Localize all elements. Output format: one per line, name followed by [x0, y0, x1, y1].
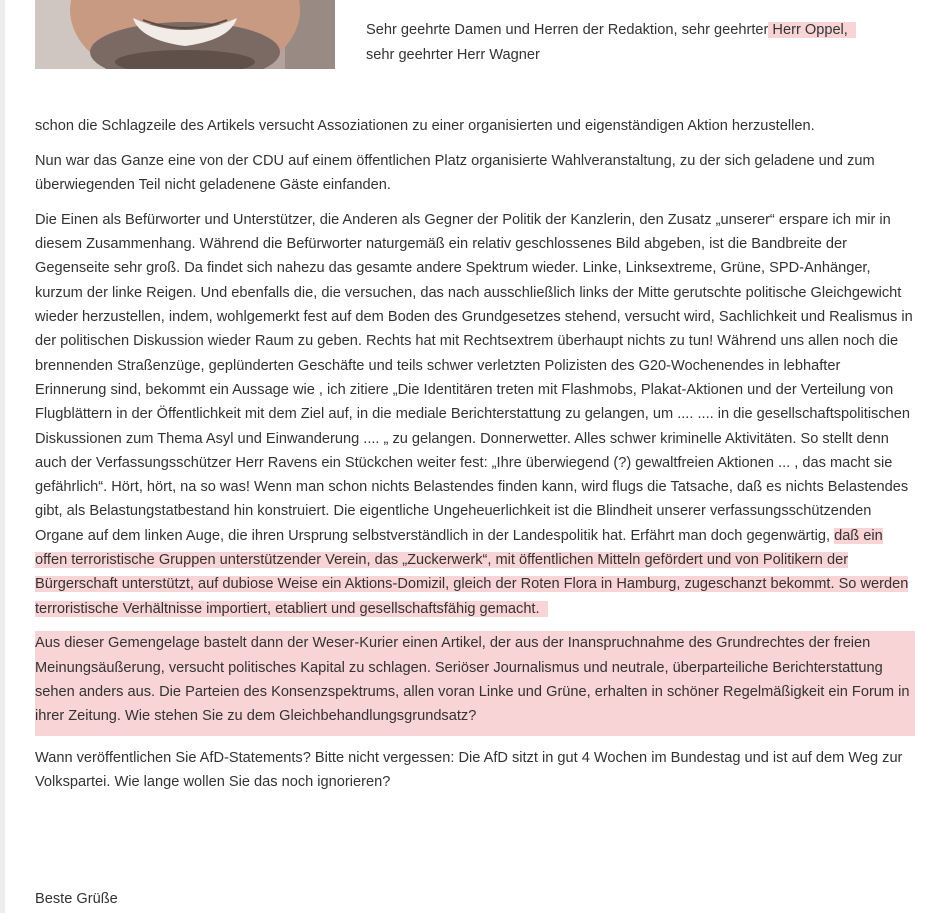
- paragraph-4-highlighted: Aus dieser Gemengelage bastelt dann der Weser-Kurier einen Artikel, der aus der Inanspruchnahme des Grundrechtes der freien Meinungsäußerung, versucht politisches Kapital zu schlagen. Seriöser Journalismus und neutrale, überparteiliche Berichterstattung sehen anders aus. Die Parteien des Konsenzspektrums, allen voran Linke und Grüne, erhalten in schöner Regelmäßigkeit ein Forum in ihrer Zeitung. Wie stehen Sie zu dem Gleichbehandlungsgrundsatz?: [35, 631, 915, 735]
- salutation-line-1: [366, 18, 926, 43]
- paragraph-3-highlight: daß ein offen terroristische Gruppen unterstützender Verein, das „Zuckerwerk“, mit öffentlichen Mitteln gefördert und von Politikern der Bürgerschaft unterstützt, auf dubiose Weise ein Aktions-Domizil, gleich der Roten Flora in Hamburg, zugeschanzt bekommt. So werden terroristische Verhältnisse importiert, etabliert und gesellschaftsfähig gemacht.: [35, 527, 909, 617]
- letter-body: [35, 114, 915, 805]
- paragraph-3: [35, 208, 915, 621]
- author-photo: [35, 0, 335, 69]
- left-border: [0, 0, 5, 913]
- paragraph-3-text: Die Einen als Befürworter und Unterstützer, die Anderen als Gegner der Politik der Kanzlerin, den Zusatz „unserer“ erspare ich mir in diesem Zusammenhang. Während die Befürworter naturgemäß ein relativ geschlossenes Bild abgeben, ist die Bandbreite der Gegenseite sehr groß. Da findet sich nahezu das gesamte andere Spektrum wieder. Linke, Linksextreme, Grüne, SPD-Anhänger, kurzum der linke Reigen. Und ebenfalls die, die versuchen, das nach ausschließlich links der Mitte gerutschte politische Gleichgewicht wieder herzustellen, indem, wohlgemerkt fest auf dem Boden des Grundgesetzes stehend, versucht wird, Sachlichkeit und Realismus in der politischen Diskussion wieder Raum zu geben. Rechts hat mit Rechtsextrem überhaupt nichts zu tun! Während uns allen noch die brennenden Straßenzüge, geplünderten Geschäfte und teils schwer verletzten Polizisten des G20-Wochenendes in lebhafter Erinnerung sind, bekommt ein Aussage wie , ich zitiere „Die Identitären treten mit Flashmobs, Plakat-Aktionen und der Verteilung von Flugblättern in der Öffentlichkeit mit dem Ziel auf, in die mediale Berichterstattung zu gelangen, um .... .... in die gesellschaftspolitischen Diskussionen zum Thema Asyl und Einwanderung .... „ zu gelangen. Donnerwetter. Alles schwer kriminelle Aktivitäten. So stellt denn auch der Verfassungsschützer Herr Ravens ein Stückchen weiter fest: „Ihre überwiegend (?) gewaltfreien Aktionen ... , das macht sie gefährlich“. Hört, hört, na so was! Wenn man schon nichts Belastendes finden kann, wird flugs die Tatsache, daß es nichts Belastendes gibt, als Belastungstatbestand hin konstruiert. Die eigentliche Ungeheuerlichkeit ist die Blindheit unserer verfassungsschützenden Organe auf dem linken Auge, die ihren Ursprung selbstverständlich in der Landespolitik hat. Erfährt man doch gegenwärtig,: [35, 211, 913, 544]
- author-photo-image: [35, 0, 335, 69]
- paragraph-5: Wann veröffentlichen Sie AfD-Statements? Bitte nicht vergessen: Die AfD sitzt in gut 4 Wochen im Bundestag und ist auf dem Weg zur Volkspartei. Wie lange wollen Sie das noch ignorieren?: [35, 750, 903, 791]
- salutation-text: Sehr geehrte Damen und Herren der Redaktion, sehr geehrter: [366, 22, 769, 38]
- paragraph-2: Nun war das Ganze eine von der CDU auf einem öffentlichen Platz organisierte Wahlveranstaltung, zu der sich geladene und zum überwiegenden Teil nicht geladenene Gäste einfanden.: [35, 152, 875, 194]
- salutation-line-2: sehr geehrter Herr Wagner: [366, 47, 540, 63]
- salutation-highlight: Herr Oppel,: [768, 22, 855, 38]
- paragraph-1: schon die Schlagzeile des Artikels versucht Assoziationen zu einer organisierten und eigenständigen Aktion herzustellen.: [35, 118, 815, 134]
- salutation: [366, 18, 926, 68]
- closing-greeting: Beste Grüße: [35, 891, 118, 907]
